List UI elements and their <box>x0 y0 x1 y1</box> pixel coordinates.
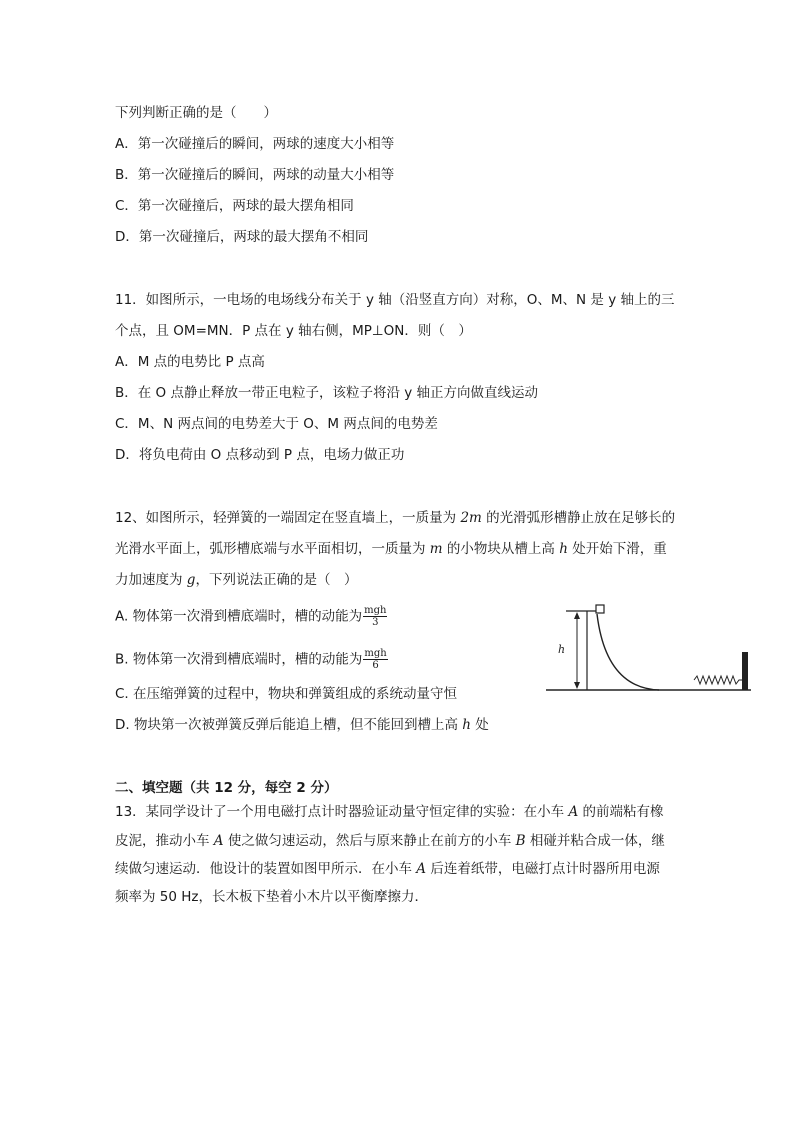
q11-option-b: B．在 O 点静止释放一带正电粒子，该粒子将沿 y 轴正方向做直线运动 <box>115 385 539 401</box>
q12-text: 12、如图所示，轻弹簧的一端固定在竖直墙上，一质量为 <box>115 510 461 526</box>
q12-stem-line2 <box>115 540 667 558</box>
q12-option-a-text: A. 物体第一次滑到槽底端时，槽的动能为 <box>115 608 363 625</box>
q13-var-A: A <box>416 861 427 877</box>
q12-text: 处 <box>470 717 489 733</box>
q12-text: 处开始下滑，重 <box>567 541 667 557</box>
q13-text: 相碰并粘合成一体，继 <box>525 833 665 849</box>
q12-option-a-fraction <box>363 605 387 628</box>
small-block <box>596 605 604 613</box>
q12-var-h: h <box>462 717 471 733</box>
q13-text: 后连着纸带，电磁打点计时器所用电源 <box>426 861 660 877</box>
q13-line2 <box>115 832 665 850</box>
q13-text: 使之做匀速运动，然后与原来静止在前方的小车 <box>223 833 516 849</box>
q12-text: 的光滑弧形槽静止放在足够长的 <box>481 510 676 526</box>
q11-stem-line1: 11．如图所示，一电场的电场线分布关于 y 轴（沿竖直方向）对称，O、M、N 是 y 轴上的三 <box>115 292 675 308</box>
q12-figure-arc-slot-spring <box>544 600 756 696</box>
q12-option-b-text: B. 物体第一次滑到槽底端时，槽的动能为 <box>115 651 363 668</box>
q13-line3 <box>115 860 660 878</box>
q12-var-g: g <box>186 572 196 588</box>
q12-var-m: m <box>429 541 443 557</box>
q12-option-c: C. 在压缩弹簧的过程中，物块和弹簧组成的系统动量守恒 <box>115 686 458 702</box>
q11-option-a: A．M 点的电势比 P 点高 <box>115 354 265 370</box>
height-label: h <box>558 643 566 656</box>
height-arrow-head-top <box>574 612 580 619</box>
q13-line1 <box>115 803 664 821</box>
q11-option-c: C．M、N 两点间的电势差大于 O、M 两点间的电势差 <box>115 416 438 432</box>
q12-text: 光滑水平面上，弧形槽底端与水平面相切，一质量为 <box>115 541 430 557</box>
wall <box>742 652 748 690</box>
q12-var-h: h <box>559 541 568 557</box>
q10-stem: 下列判断正确的是（ ） <box>115 105 277 121</box>
q13-text: 的前端粘有橡 <box>578 804 664 820</box>
q11-stem-line2: 个点，且 OM=MN．P 点在 y 轴右侧，MP⊥ON．则（ ） <box>115 323 472 339</box>
spring <box>694 676 742 684</box>
q13-var-A: A <box>568 804 579 820</box>
q10-option-a: A．第一次碰撞后的瞬间，两球的速度大小相等 <box>115 136 395 152</box>
q12-text: ，下列说法正确的是（ ） <box>195 572 358 588</box>
fraction-numerator: mgh <box>364 648 387 659</box>
q12-option-a <box>115 605 387 628</box>
q12-var-2m: 2m <box>460 510 482 526</box>
fraction-numerator: mgh <box>364 605 387 616</box>
q13-text: 皮泥，推动小车 <box>115 833 214 849</box>
q13-text: 13．某同学设计了一个用电磁打点计时器验证动量守恒定律的实验：在小车 <box>115 804 569 820</box>
q12-stem-line1 <box>115 509 675 527</box>
q12-stem-line3 <box>115 571 357 589</box>
q12-text: 力加速度为 <box>115 572 187 588</box>
q13-text: 续做匀速运动．他设计的装置如图甲所示．在小车 <box>115 861 417 877</box>
q12-text: 的小物块从槽上高 <box>442 541 560 557</box>
q13-var-B: B <box>515 833 526 849</box>
q12-option-b <box>115 648 388 671</box>
q12-option-b-fraction <box>363 648 387 671</box>
q12-option-d <box>115 716 489 734</box>
height-arrow-head-bottom <box>574 682 580 689</box>
q13-var-A: A <box>213 833 224 849</box>
q10-option-c: C．第一次碰撞后，两球的最大摆角相同 <box>115 198 354 214</box>
fraction-denominator: 3 <box>372 617 379 628</box>
q10-option-d: D．第一次碰撞后，两球的最大摆角不相同 <box>115 229 369 245</box>
q13-line4: 频率为 50 Hz，长木板下垫着小木片以平衡摩擦力． <box>115 889 428 905</box>
q11-option-d: D．将负电荷由 O 点移动到 P 点，电场力做正功 <box>115 447 405 463</box>
slot-arc-surface <box>597 614 659 690</box>
q10-option-b: B．第一次碰撞后的瞬间，两球的动量大小相等 <box>115 167 395 183</box>
section-heading: 二、填空题（共 12 分，每空 2 分） <box>115 780 338 796</box>
fraction-denominator: 6 <box>372 660 379 671</box>
q12-text: D. 物块第一次被弹簧反弹后能追上槽，但不能回到槽上高 <box>115 717 463 733</box>
